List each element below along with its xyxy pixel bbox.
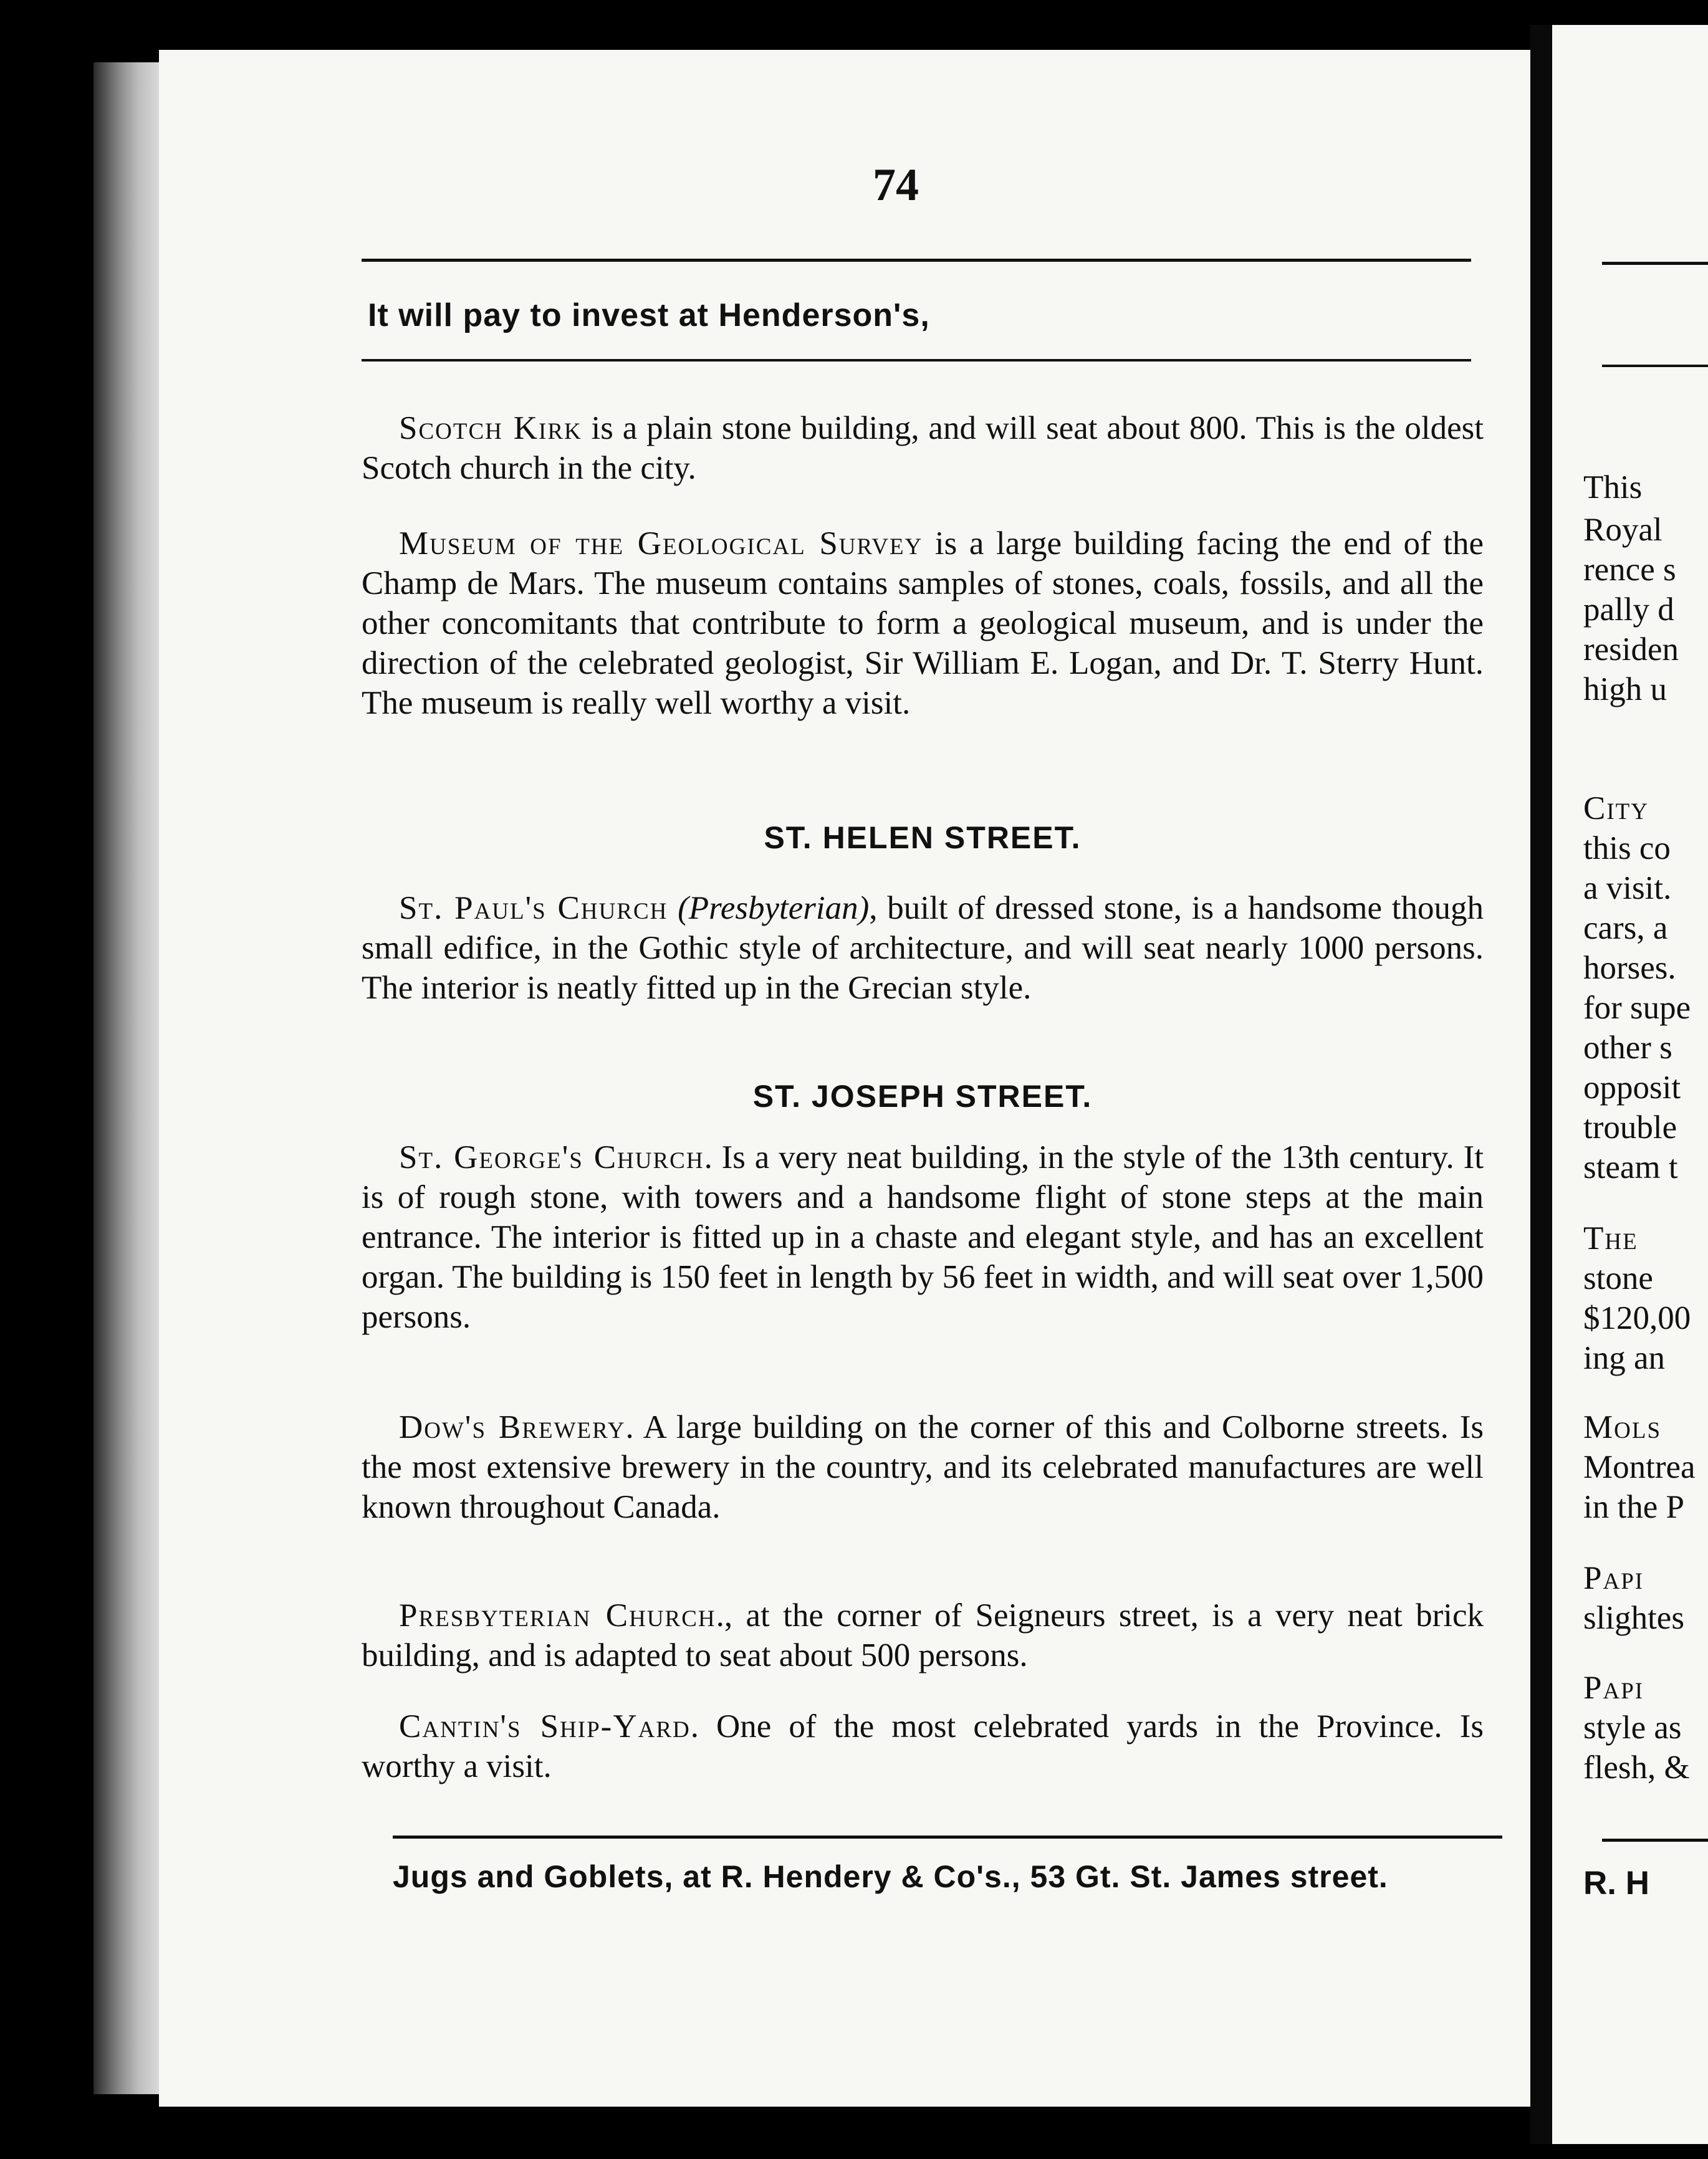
header-rule-bottom xyxy=(362,359,1471,361)
entry-cantins-shipyard: Cantin's Ship-Yard. One of the most celebrated yards in the Province. Is worthy a visit. xyxy=(362,1708,1484,1784)
right-frag-24: slightes xyxy=(1583,1600,1684,1636)
right-frag-19: ing an xyxy=(1583,1340,1665,1376)
entry-presbyterian-church: Presbyterian Church., at the corner of Seigneurs street, is a very neat brick building, and is adapted to seat about 500 persons. xyxy=(362,1597,1484,1673)
right-frag-27: flesh, & xyxy=(1583,1750,1690,1786)
right-frag-14: trouble xyxy=(1583,1109,1677,1146)
entry-st-georges: St. George's Church. Is a very neat building, in the style of the 13th century. It is of rough stone, with towers and a handsome flight of stone steps at the main entrance. The interior is fitted up in a chaste and elegant style, and has an excellent organ. The building is 150 feet in length by 56 feet in width, and will seat over 1,500 persons. xyxy=(362,1139,1484,1335)
right-frag-2: rence s xyxy=(1583,552,1676,588)
entry-dows-brewery: Dow's Brewery. A large building on the corner of this and Colborne streets. Is the most extensive brewery in the country, and its celebrated manufactures are well known throughout Canada. xyxy=(362,1409,1484,1525)
right-frag-28: R. H xyxy=(1583,1865,1649,1902)
right-frag-22: in the P xyxy=(1583,1489,1684,1525)
right-frag-8: a visit. xyxy=(1583,870,1672,906)
right-frag-4: residen xyxy=(1583,631,1679,668)
footer-advert: Jugs and Goblets, at R. Hendery & Co's., 53 Gt. St. James street. xyxy=(393,1859,1388,1894)
book-spine-edge xyxy=(94,62,168,2094)
right-frag-20: Mols xyxy=(1583,1409,1662,1445)
right-frag-21: Montrea xyxy=(1583,1449,1696,1485)
right-frag-15: steam t xyxy=(1583,1149,1678,1185)
entry-scotch-kirk: Scotch Kirk is a plain stone building, and will seat about 800. This is the oldest Scotch church in the city. xyxy=(362,410,1484,486)
footer-rule xyxy=(393,1836,1502,1839)
section-heading-st-helen: ST. HELEN STREET. xyxy=(764,820,1082,855)
right-frag-3: pally d xyxy=(1583,591,1674,628)
right-frag-7: this co xyxy=(1583,830,1671,866)
right-footer-rule xyxy=(1602,1839,1708,1842)
right-frag-13: opposit xyxy=(1583,1070,1681,1106)
right-frag-25: Papi xyxy=(1583,1670,1644,1706)
right-frag-5: high u xyxy=(1583,671,1667,707)
right-frag-12: other s xyxy=(1583,1030,1672,1066)
right-frag-10: horses. xyxy=(1583,950,1676,986)
right-frag-16: The xyxy=(1583,1220,1638,1257)
right-frag-18: $120,00 xyxy=(1583,1300,1691,1336)
header-advert: It will pay to invest at Henderson's, xyxy=(368,297,930,333)
right-frag-0: This xyxy=(1583,469,1643,505)
right-header-rule-top xyxy=(1602,262,1708,265)
section-heading-st-joseph: ST. JOSEPH STREET. xyxy=(752,1079,1093,1114)
page-number: 74 xyxy=(873,160,919,211)
right-frag-26: style as xyxy=(1583,1710,1682,1746)
entry-museum: Museum of the Geological Survey is a large building facing the end of the Champ de Mars. The museum contains samples of stones, coals, fossils, and all the other concomitants that contribute to form a geological museum, and is under the direction of the celebrated geologist, Sir William E. Logan, and Dr. T. Sterry Hunt. The museum is really well worthy a visit. xyxy=(362,525,1484,721)
entries-top xyxy=(362,408,1484,488)
header-rule-top xyxy=(362,259,1471,262)
right-frag-23: Papi xyxy=(1583,1560,1644,1596)
right-frag-1: Royal xyxy=(1583,512,1662,548)
right-frag-9: cars, a xyxy=(1583,910,1668,946)
book-gutter xyxy=(1530,25,1552,2144)
right-frag-6: City xyxy=(1583,790,1649,826)
entries-museum xyxy=(362,524,1484,723)
entry-st-pauls: St. Paul's Church (Presbyterian), built of dressed stone, is a handsome though small edifice, in the Gothic style of architecture, and will seat nearly 1000 persons. The interior is neatly fitted up in the Grecian style. xyxy=(362,890,1484,1006)
right-frag-17: stone xyxy=(1583,1260,1653,1296)
right-frag-11: for supe xyxy=(1583,990,1691,1026)
right-header-rule-bottom xyxy=(1602,365,1708,367)
